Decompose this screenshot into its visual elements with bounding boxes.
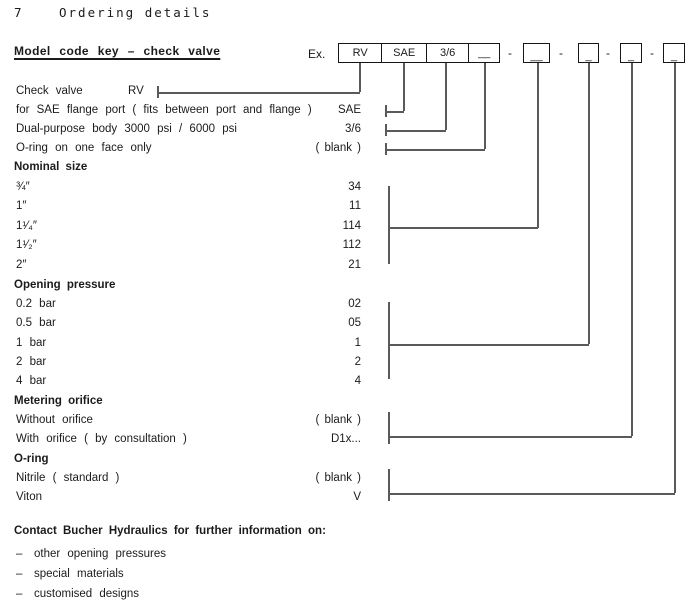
option-label: Check valve: [16, 85, 83, 97]
option-label: 1¹⁄₄″: [16, 220, 37, 232]
option-row: [0, 239, 698, 255]
option-label: With orifice ( by consultation ): [16, 433, 187, 445]
code-box-pressure: _: [578, 43, 599, 63]
section-heading-metering-orifice: Metering orifice: [14, 395, 103, 407]
option-code: D1x...: [330, 433, 361, 445]
option-row: [0, 181, 698, 197]
option-code: 112: [342, 239, 361, 251]
code-cell-size-blank: __: [478, 47, 491, 59]
page-title: Ordering details: [59, 5, 212, 20]
bullet-text: customised designs: [34, 588, 139, 600]
key-row-check-valve: [0, 85, 698, 101]
code-box-size: __: [523, 43, 550, 63]
model-code-box: [338, 43, 500, 63]
option-row: [0, 433, 698, 449]
footer-bullet: [0, 588, 698, 604]
option-code: 2: [354, 356, 361, 368]
option-code: ( blank ): [315, 472, 361, 484]
bullet-dash: –: [16, 548, 23, 560]
option-label: 2″: [16, 259, 27, 271]
option-row: [0, 337, 698, 353]
option-code: 4: [354, 375, 361, 387]
section-heading-nominal-size: Nominal size: [14, 161, 88, 173]
code-separator: -: [606, 46, 610, 60]
option-code: ( blank ): [315, 414, 361, 426]
option-label: 1¹⁄₂″: [16, 239, 37, 251]
model-code-heading: Model code key – check valve: [14, 44, 221, 58]
option-code: RV: [128, 85, 144, 97]
option-code: 02: [348, 298, 361, 310]
option-code: SAE: [337, 104, 361, 116]
option-label: O-ring on one face only: [16, 142, 152, 154]
option-label: Viton: [16, 491, 43, 503]
option-row: [0, 414, 698, 430]
option-label: 1 bar: [16, 337, 47, 349]
bullet-text: other opening pressures: [34, 548, 167, 560]
option-label: 4 bar: [16, 375, 47, 387]
code-box-orifice: _: [620, 43, 642, 63]
option-row: [0, 317, 698, 333]
option-code: 1: [354, 337, 361, 349]
option-label: 2 bar: [16, 356, 47, 368]
option-row: [0, 298, 698, 314]
option-row: [0, 375, 698, 391]
option-label: Dual-purpose body 3000 psi / 6000 psi: [16, 123, 237, 135]
option-code: 21: [348, 259, 361, 271]
footer-bullet: [0, 548, 698, 564]
option-label: 1″: [16, 200, 27, 212]
option-code: ( blank ): [315, 142, 361, 154]
section-number: 7: [14, 5, 24, 20]
key-row-oring-face: [0, 142, 698, 158]
code-separator: -: [559, 46, 563, 60]
option-label: for SAE flange port ( fits between port and flange ): [16, 104, 312, 116]
key-row-sae-flange: [0, 104, 698, 120]
option-label: 0.2 bar: [16, 298, 56, 310]
code-cell-body: 3/6: [427, 44, 469, 62]
option-code: 114: [342, 220, 361, 232]
option-code: 11: [349, 200, 361, 212]
bullet-text: special materials: [34, 568, 124, 580]
bullet-dash: –: [16, 588, 23, 600]
option-label: 0.5 bar: [16, 317, 56, 329]
code-cell-rv: RV: [339, 44, 382, 62]
key-row-dual-purpose: [0, 123, 698, 139]
section-heading-oring: O-ring: [14, 453, 49, 465]
option-label: Nitrile ( standard ): [16, 472, 120, 484]
option-row: [0, 220, 698, 236]
section-heading-opening-pressure: Opening pressure: [14, 279, 116, 291]
option-label: Without orifice: [16, 414, 93, 426]
option-code: 3/6: [345, 123, 361, 135]
option-row: [0, 472, 698, 488]
code-box-oring: _: [663, 43, 685, 63]
code-cell-sae: SAE: [382, 44, 426, 62]
footer-bullet: [0, 568, 698, 584]
option-code: 34: [348, 181, 361, 193]
code-separator: -: [508, 46, 512, 60]
option-code: 05: [348, 317, 361, 329]
option-row: [0, 259, 698, 275]
option-row: [0, 200, 698, 216]
bullet-dash: –: [16, 568, 23, 580]
example-label: Ex.: [308, 47, 326, 61]
option-label: ¾″: [16, 181, 30, 193]
code-separator: -: [650, 46, 654, 60]
option-row: [0, 491, 698, 507]
footer-heading: Contact Bucher Hydraulics for further information on:: [14, 525, 326, 537]
option-code: V: [353, 491, 361, 503]
option-row: [0, 356, 698, 372]
